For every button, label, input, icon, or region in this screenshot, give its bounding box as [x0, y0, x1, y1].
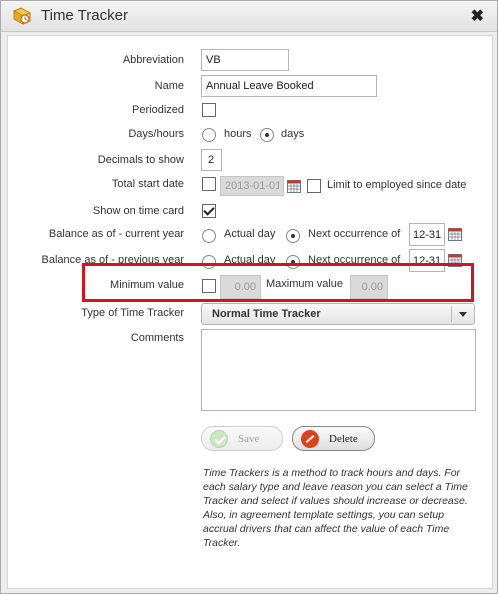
help-text: Time Trackers is a method to track hours and days. For each salary type and leave reason you can select a Time Tracker and select if values should increase or decrease. Also, in agreement template settings, you can setup accrual drivers that can affect the value of each Time Tracker.	[203, 467, 468, 549]
time-tracker-icon	[11, 5, 33, 27]
calendar-icon[interactable]	[287, 180, 301, 193]
decimals-label: Decimals to show	[97, 154, 184, 166]
balance-current-actual-label: Actual day	[224, 228, 276, 240]
type-select[interactable]	[201, 303, 475, 325]
calendar-icon[interactable]	[448, 228, 462, 241]
balance-current-next-label: Next occurrence of	[308, 228, 401, 240]
dialog-title: Time Tracker	[41, 7, 128, 24]
comments-textarea[interactable]	[201, 329, 476, 411]
limit-employed-checkbox[interactable]	[307, 179, 321, 193]
total-start-date-label: Total start date	[111, 178, 184, 190]
minimum-value-label: Minimum value	[110, 279, 184, 291]
balance-previous-next-label: Next occurrence of	[308, 254, 401, 266]
maximum-value-label: Maximum value	[266, 278, 344, 290]
total-start-date-input	[220, 176, 284, 196]
balance-current-date-input[interactable]	[409, 223, 445, 246]
save-button[interactable]	[201, 426, 283, 451]
form-panel	[7, 35, 493, 589]
close-icon[interactable]: ✖	[470, 8, 484, 25]
delete-button[interactable]	[292, 426, 375, 451]
days-hours-label: Days/hours	[128, 128, 184, 140]
total-start-date-checkbox[interactable]	[202, 177, 216, 191]
balance-current-label: Balance as of - current year	[48, 228, 184, 240]
name-label: Name	[154, 80, 184, 92]
abbreviation-input[interactable]	[201, 49, 289, 71]
balance-previous-label: Balance as of - previous year	[41, 254, 184, 266]
name-input[interactable]	[201, 75, 377, 97]
hours-radio[interactable]	[202, 128, 216, 142]
abbreviation-label: Abbreviation	[122, 54, 184, 66]
comments-label: Comments	[130, 332, 184, 344]
balance-current-actual-radio[interactable]	[202, 229, 216, 243]
balance-previous-actual-label: Actual day	[224, 254, 276, 266]
type-label: Type of Time Tracker	[81, 307, 184, 319]
save-button-label: Save	[238, 433, 260, 445]
days-option-label: days	[281, 128, 305, 140]
delete-button-label: Delete	[329, 433, 358, 445]
balance-current-next-radio[interactable]	[286, 229, 300, 243]
highlight-box	[82, 263, 474, 302]
periodized-label: Periodized	[132, 104, 184, 116]
decimals-input[interactable]	[201, 149, 222, 171]
title-bar	[1, 1, 497, 32]
chevron-down-icon	[459, 312, 467, 317]
days-radio[interactable]	[260, 128, 274, 142]
type-select-value: Normal Time Tracker	[212, 308, 321, 320]
limit-employed-label: Limit to employed since date	[327, 179, 467, 191]
checkmark-icon	[210, 430, 228, 448]
hours-option-label: hours	[224, 128, 252, 140]
periodized-checkbox[interactable]	[202, 103, 216, 117]
delete-icon	[301, 430, 319, 448]
show-on-time-card-checkbox[interactable]	[202, 204, 216, 218]
show-on-time-card-label: Show on time card	[92, 205, 184, 217]
